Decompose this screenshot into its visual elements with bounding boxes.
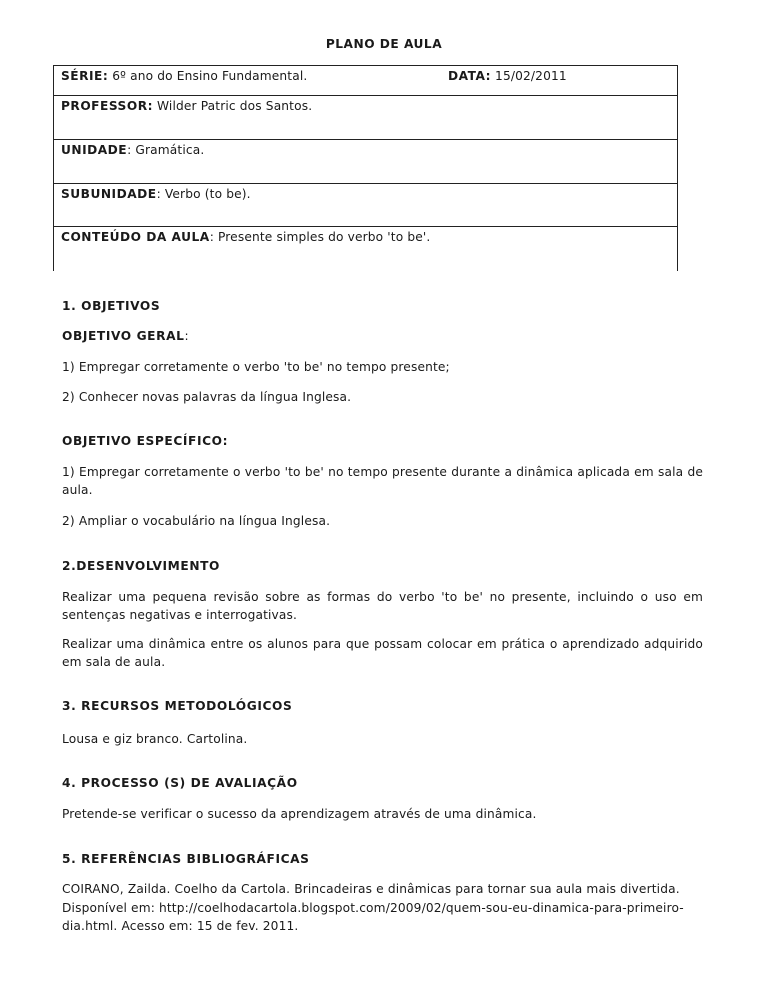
serie-label: SÉRIE: xyxy=(61,69,109,83)
desenvolvimento-paragraph-1: Realizar uma pequena revisão sobre as formas do verbo 'to be' no presente, incluindo o uso em sentenças negativas e interrogativas. xyxy=(62,590,703,622)
referencia-line-2: Disponível em: http://coelhodacartola.blogspot.com/2009/02/quem-sou-eu-dinamica-para-primeiro- xyxy=(62,901,684,915)
row-subunidade xyxy=(54,184,677,227)
subunidade-label: SUBUNIDADE xyxy=(61,187,157,201)
objetivo-geral-item-1: 1) Empregar corretamente o verbo 'to be' no tempo presente; xyxy=(62,360,450,374)
unidade-value: : Gramática. xyxy=(127,143,205,157)
row-serie-data xyxy=(54,66,677,96)
objetivo-geral-heading xyxy=(62,329,189,343)
conteudo-value: : Presente simples do verbo 'to be'. xyxy=(209,230,431,244)
section-heading-referencias: 5. REFERÊNCIAS BIBLIOGRÁFICAS xyxy=(62,852,310,866)
avaliacao-text: Pretende-se verificar o sucesso da aprendizagem através de uma dinâmica. xyxy=(62,807,537,821)
row-conteudo xyxy=(54,227,677,271)
conteudo-label: CONTEÚDO DA AULA xyxy=(61,230,210,244)
section-heading-avaliacao: 4. PROCESSO (S) DE AVALIAÇÃO xyxy=(62,776,298,790)
data-label: DATA: xyxy=(448,69,492,83)
professor-label: PROFESSOR: xyxy=(61,99,153,113)
objetivo-especifico-item-1: 1) Empregar corretamente o verbo 'to be' no tempo presente durante a dinâmica aplicada em sala de aula. xyxy=(62,465,703,497)
section-heading-desenvolvimento: 2.DESENVOLVIMENTO xyxy=(62,559,221,573)
row-professor xyxy=(54,96,677,140)
section-heading-recursos: 3. RECURSOS METODOLÓGICOS xyxy=(62,699,293,713)
objetivo-especifico-item-2: 2) Ampliar o vocabulário na língua Inglesa. xyxy=(62,514,331,528)
referencia-line-3: dia.html. Acesso em: 15 de fev. 2011. xyxy=(62,919,299,933)
objetivo-geral-item-2: 2) Conhecer novas palavras da língua Inglesa. xyxy=(62,390,352,404)
desenvolvimento-paragraph-2: Realizar uma dinâmica entre os alunos para que possam colocar em prática o aprendizado adquirido em sala de aula. xyxy=(62,637,703,669)
data-cell xyxy=(448,69,567,83)
subunidade-value: : Verbo (to be). xyxy=(156,187,251,201)
document-title: PLANO DE AULA xyxy=(325,37,443,51)
objetivo-geral-colon: : xyxy=(184,329,190,343)
serie-value: 6º ano do Ensino Fundamental. xyxy=(108,69,308,83)
recursos-text: Lousa e giz branco. Cartolina. xyxy=(62,732,248,746)
professor-value: Wilder Patric dos Santos. xyxy=(152,99,313,113)
row-unidade xyxy=(54,140,677,184)
lesson-info-table xyxy=(53,65,678,271)
referencia-line-1: COIRANO, Zailda. Coelho da Cartola. Brincadeiras e dinâmicas para tornar sua aula mais divertida. xyxy=(62,882,680,896)
objetivo-geral-label: OBJETIVO GERAL xyxy=(62,329,185,343)
section-heading-objetivos: 1. OBJETIVOS xyxy=(62,299,161,313)
unidade-label: UNIDADE xyxy=(61,143,128,157)
objetivo-especifico-heading: OBJETIVO ESPECÍFICO: xyxy=(62,434,229,448)
data-value: 15/02/2011 xyxy=(491,69,567,83)
